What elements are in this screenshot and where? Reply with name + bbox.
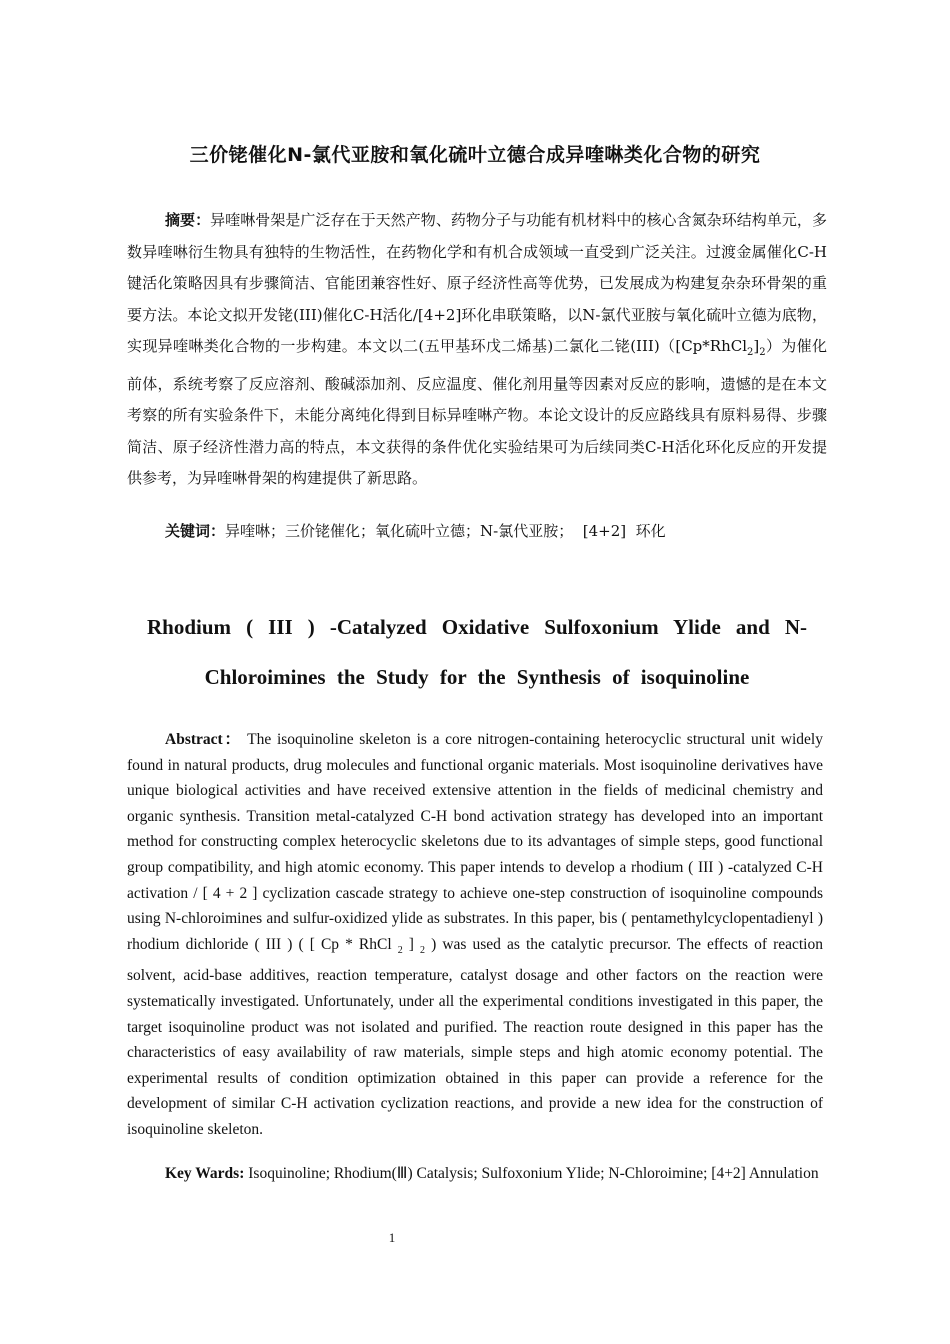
english-abstract-bracket: ] [402,935,421,953]
english-abstract-text-part2: ) was used as the catalytic precursor. The effects of reaction solvent, acid-base additives, reaction temperature, catalyst dosage and other factors on the reaction were systematically investigated. Unfortunately, under all the experimental conditions investigated in this paper, the target isoquinoline product was not isolated and purified. The reaction route designed in this paper has the characteristics of easy availability of raw materials, simple steps and high atomic economy potential. The experimental results of condition optimization obtained in this paper can provide a reference for the development of similar C-H activation cyclization reactions, and provide a new idea for the construction of isoquinoline skeleton. [127,935,823,1138]
chinese-keywords-text: 异喹啉；三价铑催化；氧化硫叶立德；N-氯代亚胺； [4+2] 环化 [225,522,666,540]
english-title-line-1: Rhodium ( III ) -Catalyzed Oxidative Sulfoxonium Ylide and N- [147,615,807,639]
chinese-abstract [127,205,827,495]
english-title-line-2: Chloroimines the Study for the Synthesis of isoquinoline [204,665,750,689]
chinese-keywords [127,516,827,548]
english-keywords-label: Key Wards: [165,1165,245,1182]
chinese-abstract-subscript-2: 2 [759,347,766,358]
english-abstract-label: Abstract： [165,731,242,748]
chinese-title: 三价铑催化N-氯代亚胺和氧化硫叶立德合成异喹啉类化合物的研究 [189,144,761,166]
chinese-abstract-label: 摘要： [165,211,211,229]
english-keywords-text: Isoquinoline; Rhodium(Ⅲ) Catalysis; Sulfoxonium Ylide; N-Chloroimine; [4+2] Annulation [244,1165,819,1182]
chinese-abstract-text-part2: ）为催化前体，系统考察了反应溶剂、酸碱添加剂、反应温度、催化剂用量等因素对反应的影响，遗憾的是在本文考察的所有实验条件下，未能分离纯化得到目标异喹啉产物。本论文设计的反应路线具有原料易得、步骤简洁、原子经济性潜力高的特点，本文获得的条件优化实验结果可为后续同类C-H活化环化反应的开发提供参考，为异喹啉骨架的构建提供了新思路。 [127,337,827,487]
english-abstract-subscript-2: 2 [420,944,426,956]
english-abstract-text-part1: The isoquinoline skeleton is a core nitrogen-containing heterocyclic structural unit widely found in natural products, drug molecules and functional organic materials. Most isoquinoline derivatives have unique biological activities and have received extensive attention in the fields of medicinal chemistry and organic synthesis. Transition metal-catalyzed C-H bond activation strategy has developed into an important method for constructing complex heterocyclic skeletons due to its advantages of simple steps, good functional group compatibility, and high atomic economy. This paper intends to develop a rhodium ( III ) -catalyzed C-H activation / [ 4 + 2 ] cyclization cascade strategy to achieve one-step construction of isoquinoline compounds using N-chloroimines and sulfur-oxidized ylide as substrates. In this paper, bis ( pentamethylcyclopentadienyl ) rhodium dichloride ( III ) ( [ Cp * RhCl [127,731,823,953]
page-number: 1 [388,1230,396,1245]
english-abstract-subscript-1: 2 [397,944,403,956]
chinese-abstract-bracket: ] [753,337,760,355]
chinese-abstract-text-part1: 异喹啉骨架是广泛存在于天然产物、药物分子与功能有机材料中的核心含氮杂环结构单元，多数异喹啉衍生物具有独特的生物活性，在药物化学和有机合成领域一直受到广泛关注。过渡金属催化C-H键活化策略因具有步骤简洁、官能团兼容性好、原子经济性高等优势，已发展成为构建复杂杂环骨架的重要方法。本论文拟开发铑(III)催化C-H活化/[4+2]环化串联策略，以N-氯代亚胺与氧化硫叶立德为底物，实现异喹啉类化合物的一步构建。本文以二(五甲基环戊二烯基)二氯化二铑(III)（[Cp*RhCl [127,211,827,355]
chinese-keywords-label: 关键词： [165,522,226,540]
english-abstract [127,727,823,1143]
chinese-abstract-subscript-1: 2 [747,347,754,358]
english-keywords [127,1161,823,1187]
english-title [127,602,827,702]
